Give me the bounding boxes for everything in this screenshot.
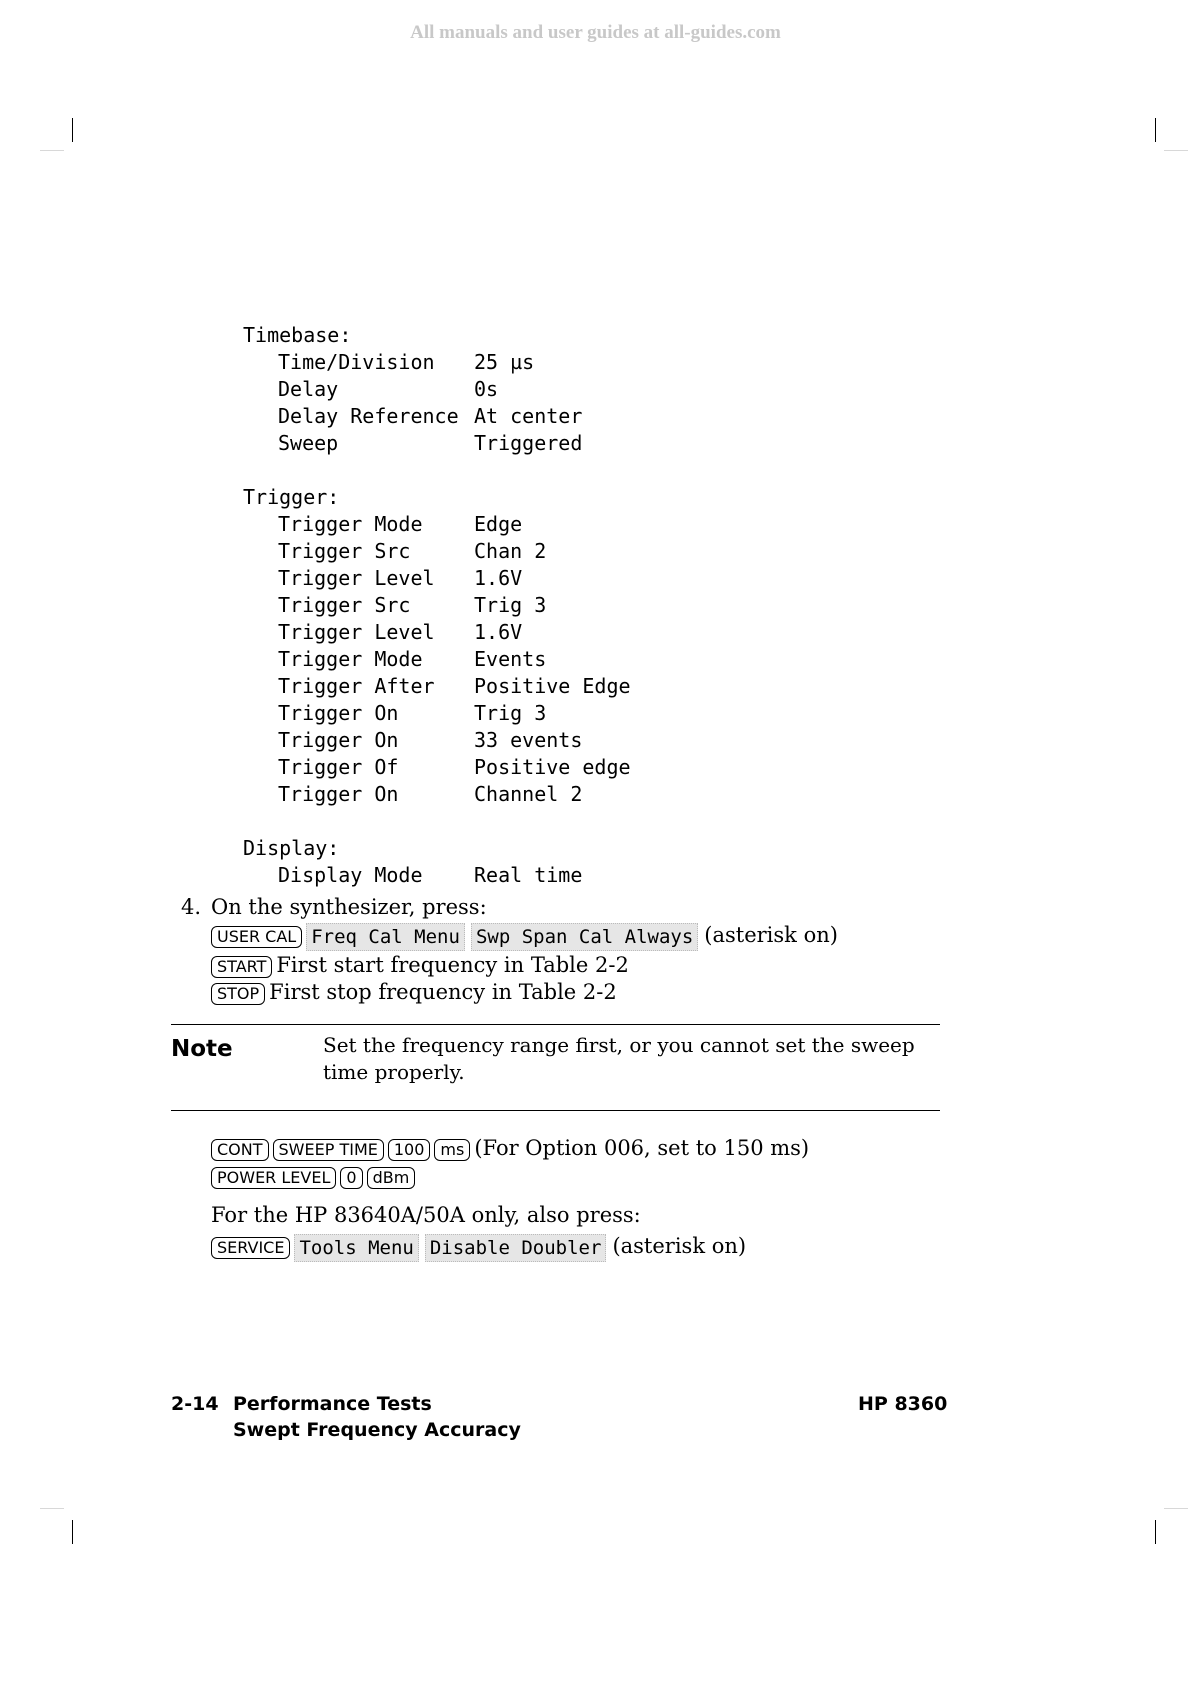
- setting-value: 33 events: [474, 728, 583, 752]
- setting-value: Chan 2: [474, 539, 547, 563]
- digit-0-key[interactable]: 0: [340, 1167, 362, 1189]
- freq-cal-menu-softkey[interactable]: Freq Cal Menu: [306, 923, 465, 951]
- start-key[interactable]: START: [211, 956, 272, 978]
- setting-value: 1.6V: [474, 566, 523, 590]
- setting-label: Delay Reference: [278, 404, 459, 428]
- setting-row: [243, 754, 631, 781]
- setting-label: Trigger After: [278, 674, 435, 698]
- key-sequence-stop: [211, 977, 617, 1007]
- setting-row: [243, 727, 583, 754]
- setting-label: Trigger Level: [278, 566, 435, 590]
- stop-key[interactable]: STOP: [211, 983, 265, 1005]
- setting-label: Trigger Level: [278, 620, 435, 644]
- setting-value: Positive Edge: [474, 674, 631, 698]
- footer-subsection: Swept Frequency Accuracy: [233, 1419, 521, 1441]
- setting-label: Trigger Of: [278, 755, 399, 779]
- setting-value: Trig 3: [474, 701, 547, 725]
- ms-key[interactable]: ms: [434, 1139, 470, 1161]
- setting-row: [243, 781, 583, 808]
- setting-label: Trigger On: [278, 782, 399, 806]
- timebase-section: [243, 322, 583, 457]
- setting-label: Trigger Src: [278, 593, 411, 617]
- crop-tick-bottom-right: [1164, 1508, 1188, 1509]
- setting-row: [243, 619, 523, 646]
- key-sequence-sweep-time: [211, 1133, 809, 1163]
- setting-label: Trigger On: [278, 728, 399, 752]
- setting-label: Trigger Mode: [278, 647, 423, 671]
- setting-value: 25 µs: [474, 350, 535, 374]
- setting-value: Positive edge: [474, 755, 631, 779]
- disable-doubler-softkey[interactable]: Disable Doubler: [425, 1234, 607, 1262]
- footer-page-number: 2-14: [171, 1393, 219, 1415]
- crop-tick-bottom-left: [40, 1508, 64, 1509]
- swp-span-cal-always-softkey[interactable]: Swp Span Cal Always: [471, 923, 698, 951]
- setting-value: Triggered: [474, 431, 583, 455]
- step-number: 4.: [181, 895, 202, 919]
- setting-value: Real time: [474, 863, 583, 887]
- crop-mark-bottom-right: [1155, 1520, 1156, 1544]
- power-level-key[interactable]: POWER LEVEL: [211, 1167, 336, 1189]
- display-section: [243, 835, 583, 889]
- note-top-rule: [171, 1024, 940, 1025]
- crop-mark-top-left: [72, 118, 73, 142]
- trigger-section: [243, 484, 631, 808]
- footer-section: Performance Tests: [233, 1393, 432, 1415]
- watermark-text: All manuals and user guides at all-guides.com: [410, 22, 781, 43]
- setting-row: [243, 538, 547, 565]
- trigger-title: Trigger:: [243, 485, 340, 509]
- setting-label: Sweep: [278, 431, 339, 455]
- tools-menu-softkey[interactable]: Tools Menu: [294, 1234, 418, 1262]
- setting-label: Trigger Mode: [278, 512, 423, 536]
- step-4: [181, 893, 487, 921]
- digit-100-key[interactable]: 100: [388, 1139, 431, 1161]
- note-label: Note: [171, 1036, 233, 1062]
- key-sequence-start: [211, 950, 629, 980]
- setting-label: Display Mode: [278, 863, 423, 887]
- key-sequence-user-cal: [211, 920, 838, 951]
- setting-row: [243, 592, 547, 619]
- key-sequence-note: (asterisk on): [704, 923, 838, 947]
- setting-row: [243, 565, 523, 592]
- sweep-time-key[interactable]: SWEEP TIME: [273, 1139, 384, 1161]
- step-text: On the synthesizer, press:: [211, 895, 487, 919]
- crop-tick-top-left: [40, 150, 64, 151]
- setting-label: Trigger Src: [278, 539, 411, 563]
- settings-listing: [243, 322, 631, 889]
- setting-row: [243, 700, 547, 727]
- setting-row: [243, 376, 499, 403]
- key-sequence-power-level: [211, 1161, 419, 1191]
- display-title: Display:: [243, 836, 340, 860]
- cont-key[interactable]: CONT: [211, 1139, 269, 1161]
- setting-row: [243, 430, 583, 457]
- key-sequence-note: First start frequency in Table 2-2: [276, 953, 629, 977]
- setting-row: [243, 511, 523, 538]
- key-sequence-service: [211, 1231, 746, 1262]
- setting-label: Delay: [278, 377, 339, 401]
- setting-row: [243, 349, 535, 376]
- timebase-title: Timebase:: [243, 323, 352, 347]
- setting-value: At center: [474, 404, 583, 428]
- crop-mark-bottom-left: [72, 1520, 73, 1544]
- setting-value: Trig 3: [474, 593, 547, 617]
- setting-row: [243, 673, 631, 700]
- note-text: Set the frequency range first, or you cannot set the sweep time properly.: [323, 1033, 915, 1084]
- key-sequence-note: (For Option 006, set to 150 ms): [474, 1136, 810, 1160]
- setting-value: 0s: [474, 377, 499, 401]
- key-sequence-note: First stop frequency in Table 2-2: [269, 980, 617, 1004]
- dbm-key[interactable]: dBm: [367, 1167, 416, 1189]
- user-cal-key[interactable]: USER CAL: [211, 926, 302, 948]
- setting-value: Edge: [474, 512, 523, 536]
- setting-row: [243, 646, 547, 673]
- crop-tick-top-right: [1164, 150, 1188, 151]
- setting-value: Events: [474, 647, 547, 671]
- setting-row: [243, 862, 583, 889]
- note-bottom-rule: [171, 1110, 940, 1111]
- setting-label: Trigger On: [278, 701, 399, 725]
- setting-row: [243, 403, 583, 430]
- key-sequence-note: (asterisk on): [612, 1234, 747, 1258]
- setting-label: Time/Division: [278, 350, 435, 374]
- footer-model: HP 8360: [858, 1393, 948, 1415]
- crop-mark-top-right: [1155, 118, 1156, 142]
- service-key[interactable]: SERVICE: [211, 1237, 290, 1259]
- setting-value: Channel 2: [474, 782, 583, 806]
- setting-value: 1.6V: [474, 620, 523, 644]
- hp-83640a-paragraph: For the HP 83640A/50A only, also press:: [211, 1203, 641, 1227]
